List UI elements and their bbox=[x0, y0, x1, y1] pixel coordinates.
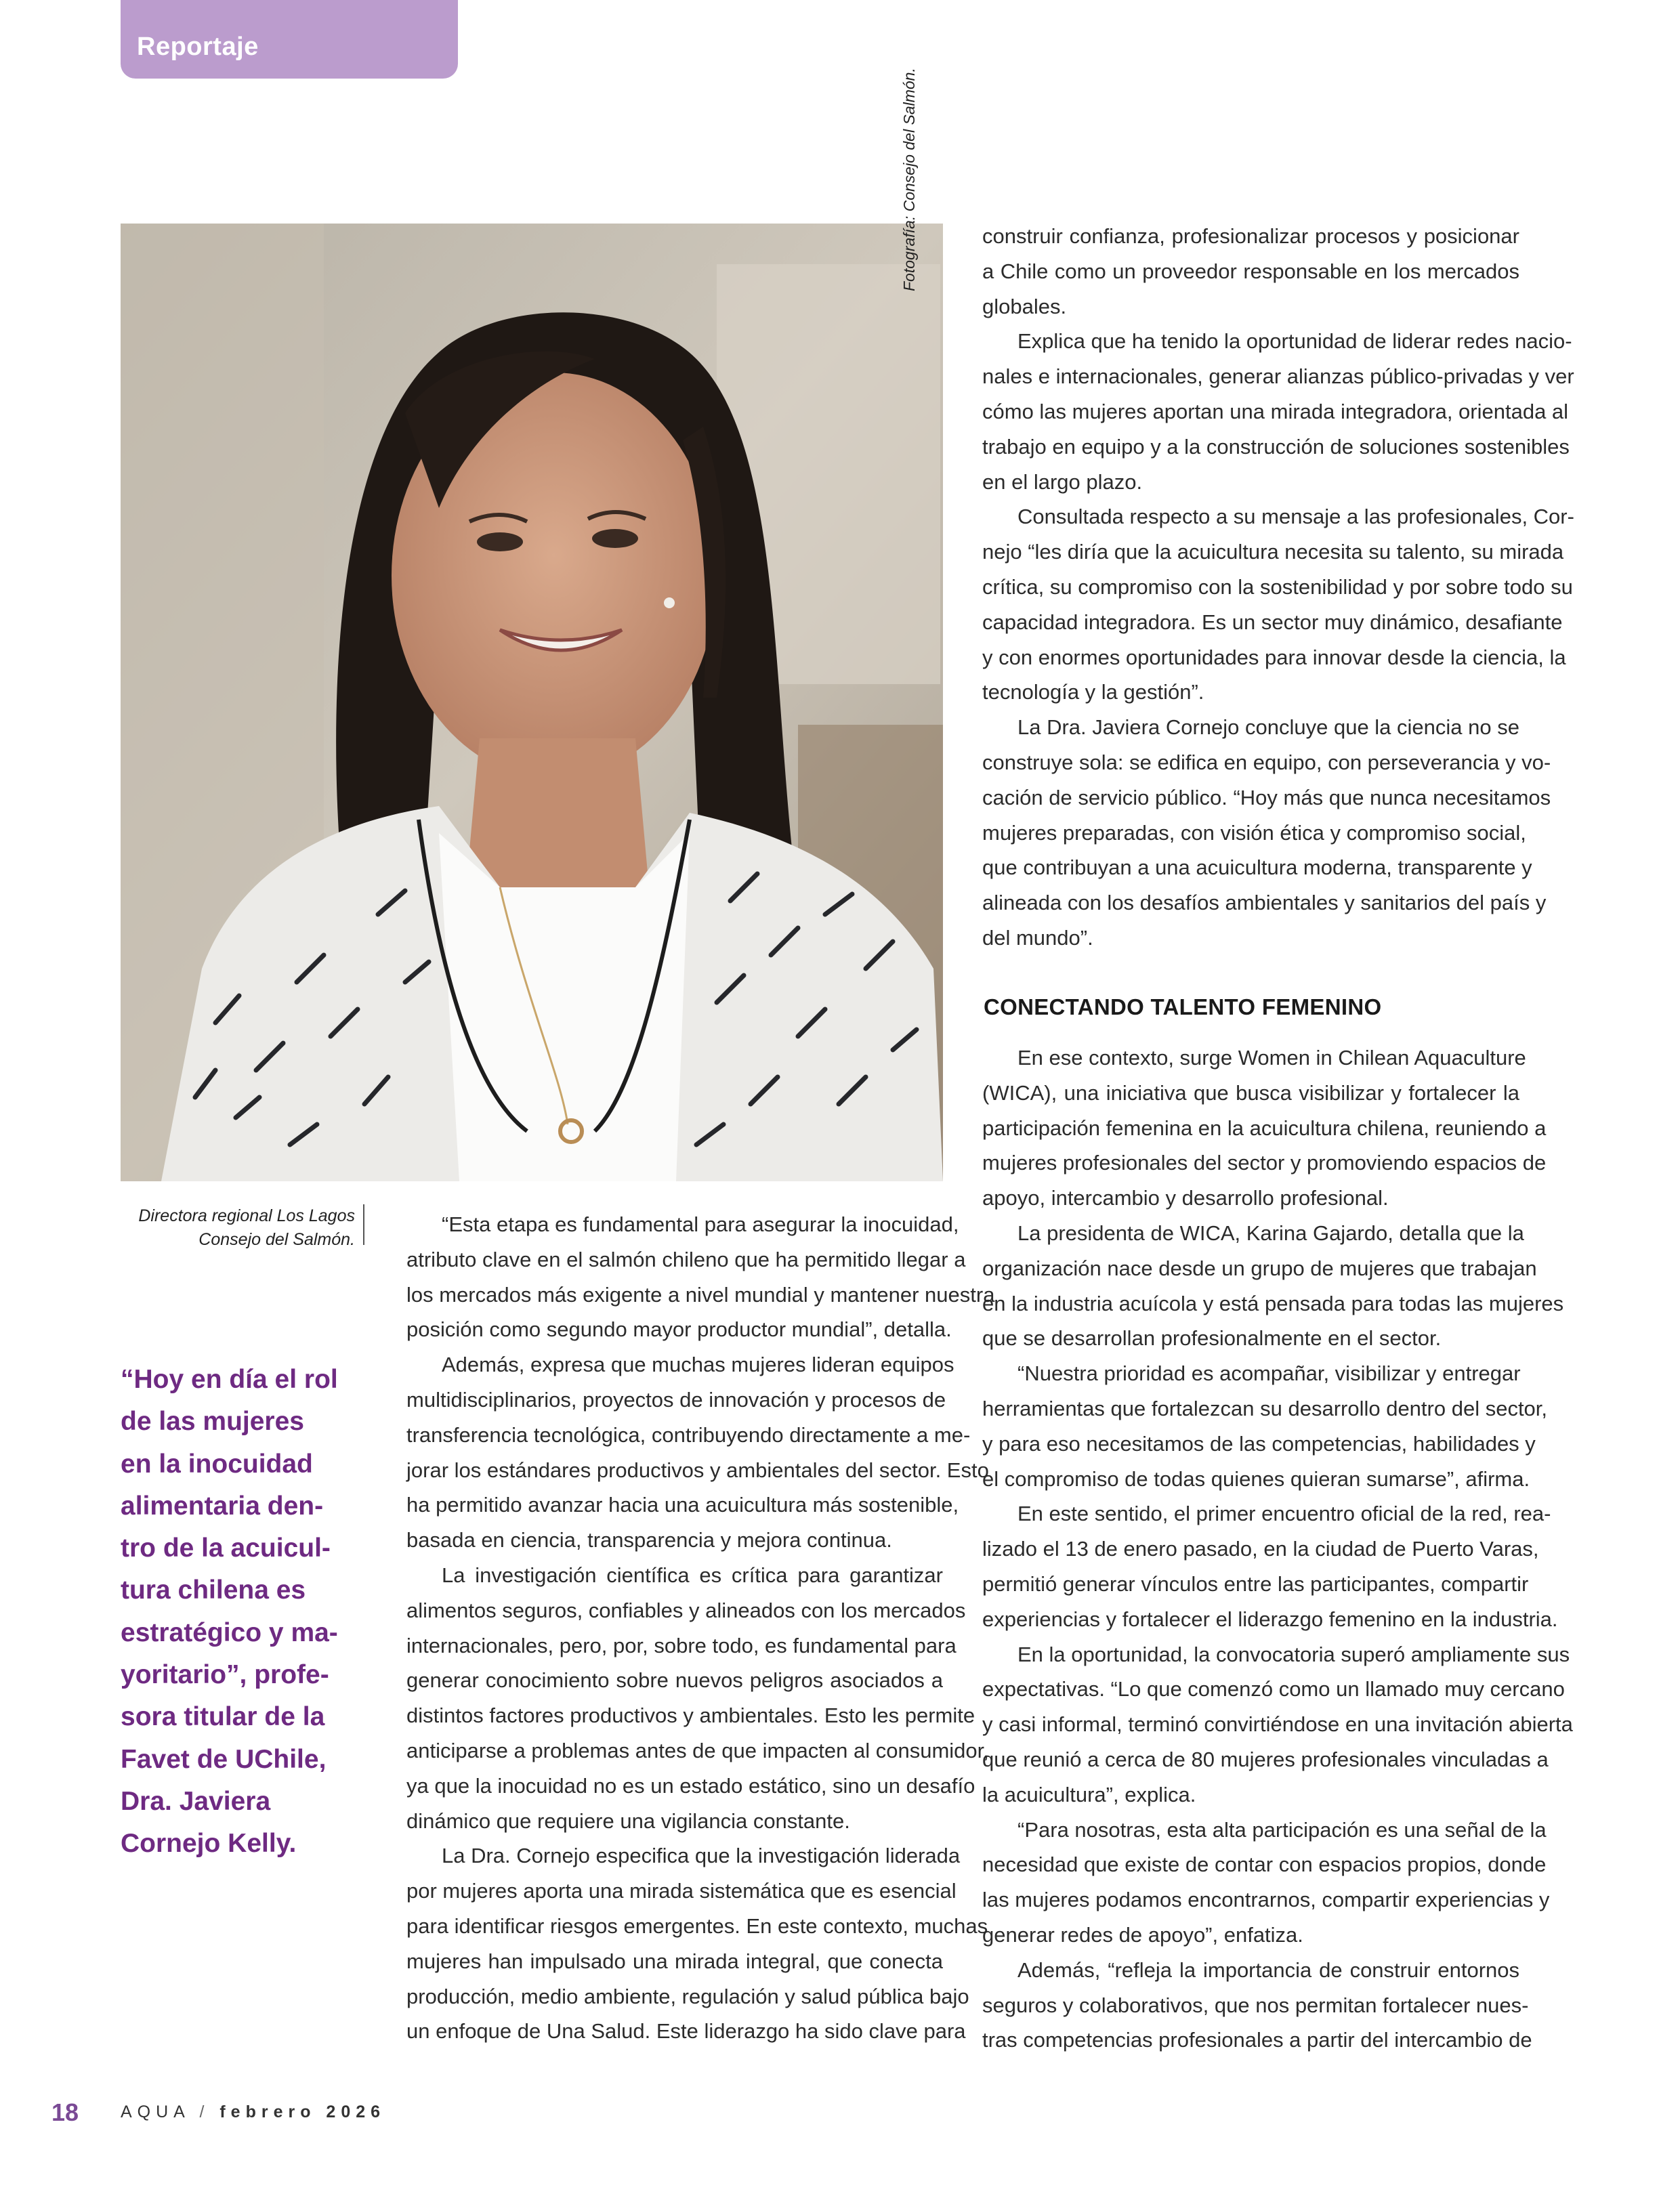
text-line: Además, “refleja la importancia de construir entornos bbox=[1017, 1958, 1519, 1982]
text-line: cómo las mujeres aportan una mirada integradora, orientada al bbox=[982, 399, 1569, 423]
text-line: que reunió a cerca de 80 mujeres profesionales vinculadas a bbox=[982, 1747, 1549, 1771]
text-line: el compromiso de todas quienes quieran sumarse”, afirma. bbox=[982, 1466, 1530, 1491]
pull-quote-line: Favet de UChile, bbox=[121, 1744, 327, 1774]
text-line: atributo clave en el salmón chileno que ha permitido llegar a bbox=[406, 1247, 966, 1271]
magazine-footer bbox=[121, 2102, 385, 2122]
pull-quote-line: yoritario”, profe- bbox=[121, 1660, 329, 1690]
caption-divider bbox=[363, 1204, 364, 1245]
text-line: La Dra. Javiera Cornejo concluye que la ciencia no se bbox=[1017, 715, 1519, 740]
text-line: jorar los estándares productivos y ambientales del sector. Esto bbox=[406, 1458, 989, 1482]
text-line: globales. bbox=[982, 294, 1067, 318]
portrait-photo bbox=[121, 224, 943, 1181]
text-line: un enfoque de Una Salud. Este liderazgo ha sido clave para bbox=[406, 2019, 966, 2044]
text-line: “Para nosotras, esta alta participación es una señal de la bbox=[1017, 1817, 1547, 1842]
text-line: generar redes de apoyo”, enfatiza. bbox=[982, 1922, 1303, 1947]
text-line: anticiparse a problemas antes de que impacten al consumidor, bbox=[406, 1738, 989, 1762]
text-line: permitió generar vínculos entre las participantes, compartir bbox=[982, 1571, 1529, 1596]
text-line: necesidad que existe de contar con espacios propios, donde bbox=[982, 1853, 1547, 1877]
text-line: del mundo”. bbox=[982, 925, 1093, 950]
text-line: generar conocimiento sobre nuevos peligros asociados a bbox=[406, 1668, 943, 1693]
text-line: trabajo en equipo y a la construcción de soluciones sostenibles bbox=[982, 434, 1570, 459]
text-line: participación femenina en la acuicultura chilena, reuniendo a bbox=[982, 1116, 1547, 1140]
page-number: 18 bbox=[51, 2098, 79, 2126]
text-line: construye sola: se edifica en equipo, con perseverancia y vo- bbox=[982, 750, 1551, 774]
pull-quote-line: tura chilena es bbox=[121, 1575, 306, 1605]
text-line: distintos factores productivos y ambientales. Esto les permite bbox=[406, 1704, 975, 1728]
pull-quote-line: alimentaria den- bbox=[121, 1491, 324, 1521]
text-line: Explica que ha tenido la oportunidad de liderar redes nacio- bbox=[1017, 329, 1572, 354]
text-line: alimentos seguros, confiables y alineados con los mercados bbox=[406, 1598, 966, 1622]
text-line: La investigación científica es crítica para garantizar bbox=[442, 1563, 943, 1587]
text-line: a Chile como un proveedor responsable en los mercados bbox=[982, 259, 1519, 283]
article-column-left bbox=[406, 1207, 995, 2049]
text-line: capacidad integradora. Es un sector muy dinámico, desafiante bbox=[982, 610, 1563, 634]
text-line: construir confianza, profesionalizar procesos y posicionar bbox=[982, 224, 1519, 248]
text-line: mujeres preparadas, con visión ética y compromiso social, bbox=[982, 820, 1526, 845]
text-line: lizado el 13 de enero pasado, en la ciudad de Puerto Varas, bbox=[982, 1537, 1539, 1561]
text-line: multidisciplinarios, proyectos de innovación y procesos de bbox=[406, 1387, 946, 1412]
pull-quote-line: Cornejo Kelly. bbox=[121, 1829, 297, 1859]
text-line: los mercados más exigente a nivel mundial y mantener nuestra bbox=[406, 1282, 995, 1307]
text-line: apoyo, intercambio y desarrollo profesional. bbox=[982, 1186, 1389, 1210]
pull-quote bbox=[121, 1359, 378, 1865]
magazine-name: AQUA bbox=[121, 2102, 190, 2121]
text-line: ha permitido avanzar hacia una acuicultura más sostenible, bbox=[406, 1493, 959, 1517]
text-line: por mujeres aporta una mirada sistemática que es esencial bbox=[406, 1879, 957, 1903]
text-line: la acuicultura”, explica. bbox=[982, 1782, 1196, 1806]
text-line: Consultada respecto a su mensaje a las profesionales, Cor- bbox=[1017, 505, 1574, 529]
pull-quote-line: en la inocuidad bbox=[121, 1449, 313, 1479]
text-line: nales e internacionales, generar alianzas público-privadas y ver bbox=[982, 364, 1574, 389]
text-line: que se desarrollan profesionalmente en el sector. bbox=[982, 1326, 1442, 1351]
text-line: basada en ciencia, transparencia y mejora continua. bbox=[406, 1528, 892, 1552]
text-line: experiencias y fortalecer el liderazgo femenino en la industria. bbox=[982, 1607, 1558, 1631]
pull-quote-line: Dra. Javiera bbox=[121, 1786, 271, 1816]
text-line: mujeres han impulsado una mirada integral, que conecta bbox=[406, 1949, 943, 1973]
section-tab bbox=[121, 0, 458, 79]
footer-separator: / bbox=[199, 2102, 210, 2121]
text-line: internacionales, pero, por, sobre todo, es fundamental para bbox=[406, 1633, 957, 1657]
text-line: La Dra. Cornejo especifica que la investigación liderada bbox=[442, 1844, 961, 1868]
pull-quote-line: de las mujeres bbox=[121, 1407, 304, 1437]
text-line: (WICA), una iniciativa que busca visibilizar y fortalecer la bbox=[982, 1080, 1519, 1105]
text-line: transferencia tecnológica, contribuyendo directamente a me- bbox=[406, 1422, 971, 1447]
text-line: ya que la inocuidad no es un estado estático, sino un desafío bbox=[406, 1773, 975, 1798]
caption-line: Directora regional Los Lagos bbox=[138, 1206, 355, 1225]
text-line: y con enormes oportunidades para innovar desde la ciencia, la bbox=[982, 645, 1566, 669]
text-line: nejo “les diría que la acuicultura necesita su talento, su mirada bbox=[982, 540, 1564, 564]
text-line: Además, expresa que muchas mujeres lideran equipos bbox=[442, 1353, 954, 1377]
article-column-right-bottom bbox=[982, 1040, 1573, 2058]
section-heading: CONECTANDO TALENTO FEMENINO bbox=[984, 994, 1382, 1019]
caption-line: Consejo del Salmón. bbox=[198, 1230, 355, 1249]
pull-quote-line: estratégico y ma- bbox=[121, 1617, 338, 1647]
text-line: cación de servicio público. “Hoy más que nunca necesitamos bbox=[982, 785, 1551, 809]
text-line: y para eso necesitamos de las competencias, habilidades y bbox=[982, 1431, 1536, 1456]
text-line: en la industria acuícola y está pensada para todas las mujeres bbox=[982, 1291, 1564, 1315]
text-line: para identificar riesgos emergentes. En este contexto, muchas bbox=[406, 1913, 988, 1938]
text-line: tras competencias profesionales a partir del intercambio de bbox=[982, 2028, 1532, 2052]
text-line: “Nuestra prioridad es acompañar, visibilizar y entregar bbox=[1017, 1361, 1521, 1386]
text-line: alineada con los desafíos ambientales y sanitarios del país y bbox=[982, 891, 1547, 915]
text-line: En este sentido, el primer encuentro oficial de la red, rea- bbox=[1017, 1502, 1551, 1526]
text-line: expectativas. “Lo que comenzó como un llamado muy cercano bbox=[982, 1677, 1565, 1701]
text-line: herramientas que fortalezcan su desarrollo dentro del sector, bbox=[982, 1396, 1548, 1420]
article-column-right-top bbox=[982, 219, 1574, 956]
text-line: que contribuyan a una acuicultura moderna, transparente y bbox=[982, 855, 1532, 880]
pull-quote-line: “Hoy en día el rol bbox=[121, 1365, 338, 1394]
text-line: “Esta etapa es fundamental para asegurar la inocuidad, bbox=[442, 1212, 959, 1236]
text-line: En la oportunidad, la convocatoria superó ampliamente sus bbox=[1017, 1642, 1570, 1666]
text-line: posición como segundo mayor productor mundial”, detalla. bbox=[406, 1317, 952, 1342]
text-line: organización nace desde un grupo de mujeres que trabajan bbox=[982, 1256, 1537, 1280]
text-line: las mujeres podamos encontrarnos, compartir experiencias y bbox=[982, 1888, 1550, 1912]
text-line: dinámico que requiere una vigilancia constante. bbox=[406, 1808, 850, 1833]
text-line: tecnología y la gestión”. bbox=[982, 680, 1204, 704]
photo-credit: Fotografía: Consejo del Salmón. bbox=[900, 68, 918, 291]
text-line: en el largo plazo. bbox=[982, 469, 1143, 494]
text-line: En ese contexto, surge Women in Chilean Aquaculture bbox=[1017, 1046, 1526, 1070]
text-line: producción, medio ambiente, regulación y salud pública bajo bbox=[406, 1984, 969, 2008]
section-label: Reportaje bbox=[137, 33, 259, 61]
text-line: crítica, su compromiso con la sostenibilidad y por sobre todo su bbox=[982, 574, 1573, 599]
text-line: seguros y colaborativos, que nos permitan fortalecer nues- bbox=[982, 1993, 1529, 2017]
text-line: y casi informal, terminó convirtiéndose en una invitación abierta bbox=[982, 1712, 1573, 1737]
pull-quote-line: sora titular de la bbox=[121, 1702, 325, 1732]
text-line: La presidenta de WICA, Karina Gajardo, detalla que la bbox=[1017, 1221, 1524, 1245]
text-line: mujeres profesionales del sector y promoviendo espacios de bbox=[982, 1151, 1547, 1175]
pull-quote-line: tro de la acuicul- bbox=[121, 1533, 331, 1563]
issue-date: febrero 2026 bbox=[219, 2102, 386, 2121]
portrait-illustration bbox=[121, 224, 943, 1181]
photo-caption bbox=[121, 1204, 355, 1252]
